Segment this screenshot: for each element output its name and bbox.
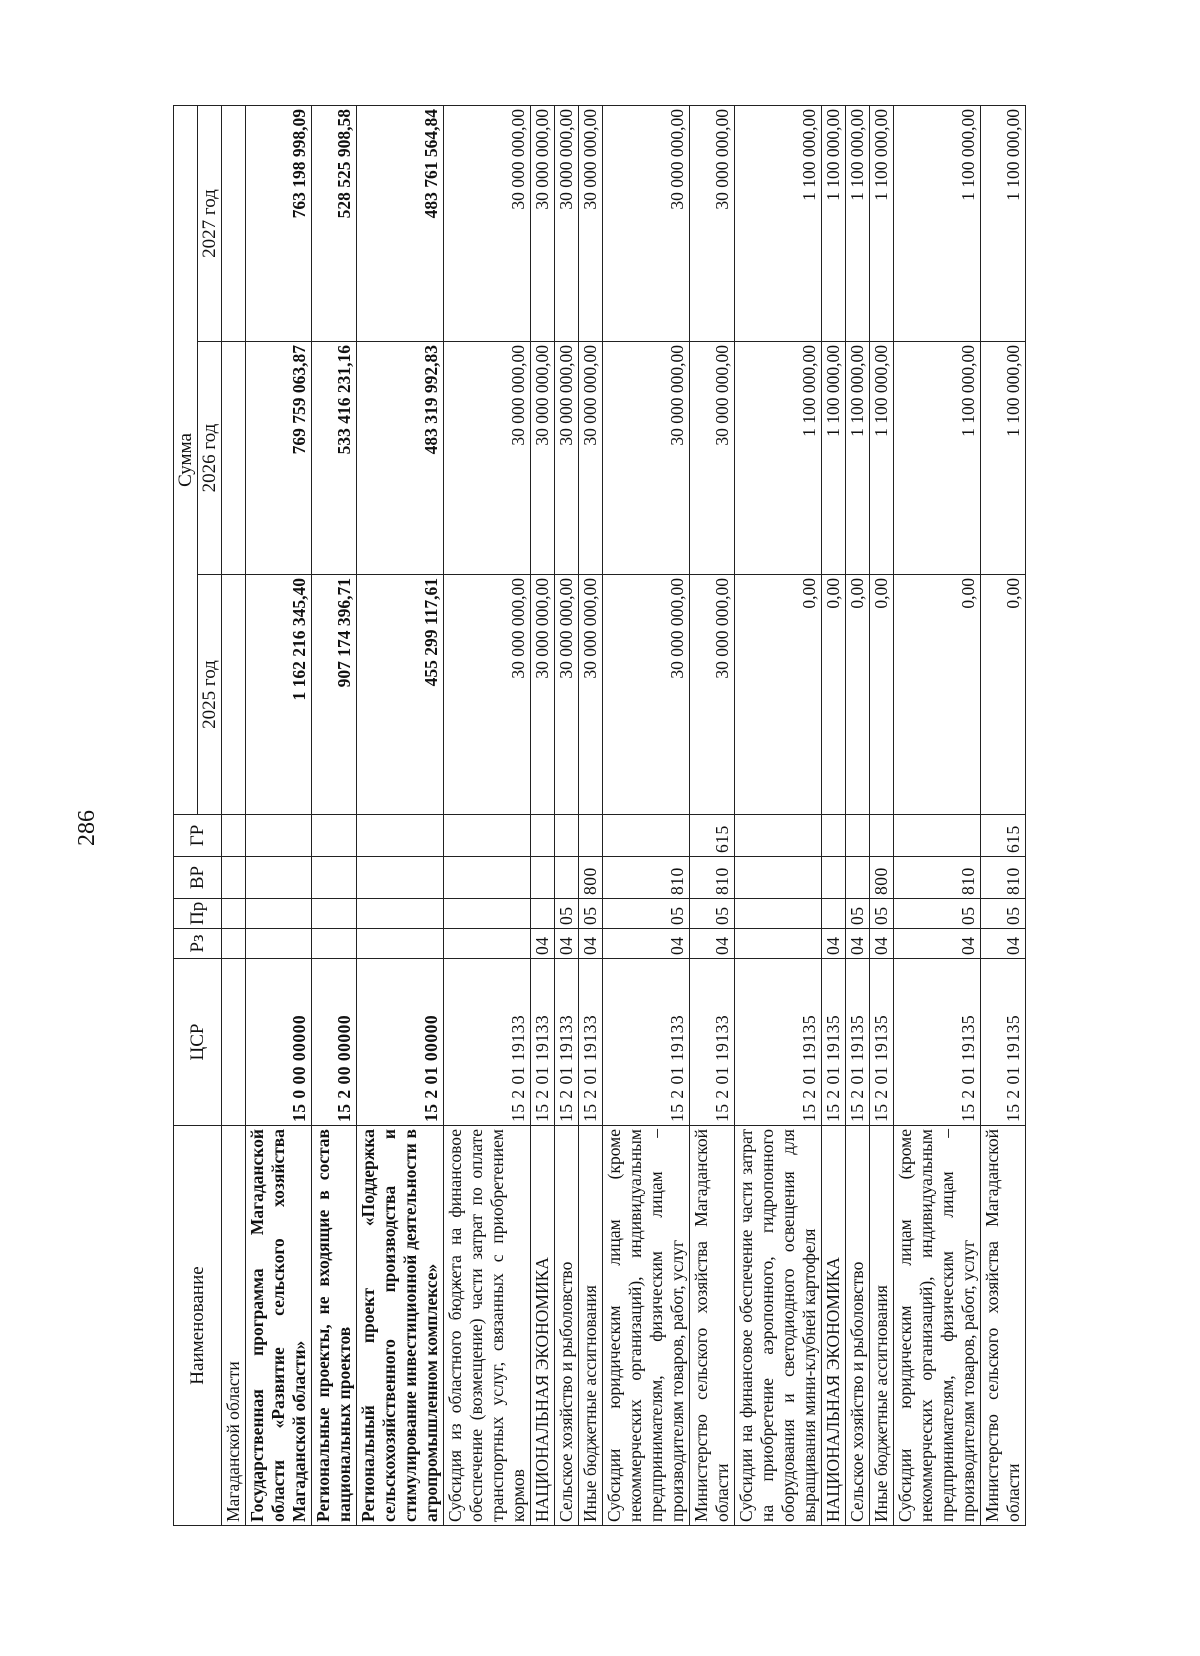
row-rz bbox=[444, 929, 531, 959]
row-sum-2025: 1 162 216 345,40 bbox=[246, 575, 312, 815]
header-gr: ГР bbox=[174, 815, 222, 857]
row-vr: 800 bbox=[579, 857, 603, 899]
row-sum-2026: 1 100 000,00 bbox=[735, 342, 822, 575]
table-row bbox=[870, 105, 894, 1525]
row-name: Региональные проекты, не входящие в состав национальных проектов bbox=[312, 1126, 357, 1526]
row-rz: 04 bbox=[981, 929, 1026, 959]
row-gr bbox=[870, 815, 894, 857]
table-row bbox=[246, 105, 312, 1525]
row-csr bbox=[222, 959, 246, 1126]
header-pr: Пр bbox=[174, 899, 222, 929]
row-name: Министерство сельского хозяйства Магаданской области bbox=[690, 1126, 735, 1526]
row-name: Субсидии юридическим лицам (кроме некоммерческих организаций), индивидуальным предпринимателям, физическим лицам – производителям товаров, работ, услуг bbox=[603, 1126, 690, 1526]
row-vr bbox=[312, 857, 357, 899]
row-name: Субсидии юридическим лицам (кроме некоммерческих организаций), индивидуальным предпринимателям, физическим лицам – производителям товаров, работ, услуг bbox=[894, 1126, 981, 1526]
header-sum: Сумма bbox=[174, 105, 198, 814]
row-sum-2027: 30 000 000,00 bbox=[603, 105, 690, 341]
row-name: Министерство сельского хозяйства Магаданской области bbox=[981, 1126, 1026, 1526]
row-name: Иные бюджетные ассигнования bbox=[870, 1126, 894, 1526]
row-sum-2026: 1 100 000,00 bbox=[870, 342, 894, 575]
row-sum-2026: 30 000 000,00 bbox=[555, 342, 579, 575]
table-row bbox=[690, 105, 735, 1525]
row-vr: 810 bbox=[690, 857, 735, 899]
row-pr: 05 bbox=[555, 899, 579, 929]
row-sum-2027: 30 000 000,00 bbox=[531, 105, 555, 341]
row-pr bbox=[312, 899, 357, 929]
row-csr: 15 2 01 19135 bbox=[846, 959, 870, 1126]
row-rz: 04 bbox=[555, 929, 579, 959]
row-pr: 05 bbox=[981, 899, 1026, 929]
row-csr: 15 2 01 19133 bbox=[690, 959, 735, 1126]
row-name: Сельское хозяйство и рыболовство bbox=[555, 1126, 579, 1526]
row-name: Иные бюджетные ассигнования bbox=[579, 1126, 603, 1526]
header-rz: Рз bbox=[174, 929, 222, 959]
row-sum-2025 bbox=[222, 575, 246, 815]
row-vr: 810 bbox=[894, 857, 981, 899]
row-pr bbox=[246, 899, 312, 929]
row-vr: 810 bbox=[603, 857, 690, 899]
row-sum-2026: 1 100 000,00 bbox=[981, 342, 1026, 575]
row-pr: 05 bbox=[690, 899, 735, 929]
row-sum-2025: 0,00 bbox=[846, 575, 870, 815]
row-sum-2027: 1 100 000,00 bbox=[822, 105, 846, 341]
table-row bbox=[312, 105, 357, 1525]
row-rz: 04 bbox=[690, 929, 735, 959]
row-csr: 15 2 01 19135 bbox=[822, 959, 846, 1126]
row-name: Региональный проект «Поддержка сельскохозяйственного производства и стимулирование инвестиционной деятельности в агропромышленном комплексе» bbox=[357, 1126, 444, 1526]
row-rz bbox=[357, 929, 444, 959]
row-sum-2025: 0,00 bbox=[870, 575, 894, 815]
row-csr: 15 2 01 19133 bbox=[579, 959, 603, 1126]
table-row bbox=[555, 105, 579, 1525]
row-gr bbox=[312, 815, 357, 857]
row-vr bbox=[246, 857, 312, 899]
header-year-2025: 2025 год bbox=[198, 575, 222, 815]
row-pr: 05 bbox=[579, 899, 603, 929]
row-vr bbox=[735, 857, 822, 899]
row-sum-2025: 30 000 000,00 bbox=[690, 575, 735, 815]
row-pr bbox=[735, 899, 822, 929]
row-sum-2027: 1 100 000,00 bbox=[981, 105, 1026, 341]
row-vr bbox=[555, 857, 579, 899]
row-sum-2027: 1 100 000,00 bbox=[735, 105, 822, 341]
row-gr: 615 bbox=[981, 815, 1026, 857]
row-pr: 05 bbox=[846, 899, 870, 929]
row-csr: 15 0 00 00000 bbox=[246, 959, 312, 1126]
row-rz: 04 bbox=[531, 929, 555, 959]
row-gr bbox=[246, 815, 312, 857]
page-number: 286 bbox=[74, 810, 100, 846]
row-gr bbox=[846, 815, 870, 857]
table-header bbox=[174, 105, 222, 1525]
table-row bbox=[981, 105, 1026, 1525]
row-sum-2025: 0,00 bbox=[822, 575, 846, 815]
row-csr: 15 2 01 19133 bbox=[531, 959, 555, 1126]
row-rz: 04 bbox=[603, 929, 690, 959]
row-rz: 04 bbox=[846, 929, 870, 959]
row-sum-2026: 1 100 000,00 bbox=[894, 342, 981, 575]
row-gr bbox=[531, 815, 555, 857]
row-vr: 810 bbox=[981, 857, 1026, 899]
row-gr bbox=[603, 815, 690, 857]
row-sum-2027: 1 100 000,00 bbox=[870, 105, 894, 341]
row-name: Государственная программа Магаданской области «Развитие сельского хозяйства Магаданской области» bbox=[246, 1126, 312, 1526]
row-sum-2026: 533 416 231,16 bbox=[312, 342, 357, 575]
row-sum-2026: 30 000 000,00 bbox=[603, 342, 690, 575]
row-gr bbox=[735, 815, 822, 857]
row-gr bbox=[894, 815, 981, 857]
budget-table bbox=[173, 105, 1026, 1526]
row-pr bbox=[444, 899, 531, 929]
row-csr: 15 2 01 19133 bbox=[603, 959, 690, 1126]
row-vr bbox=[222, 857, 246, 899]
row-name: Субсидии на финансовое обеспечение части затрат на приобретение аэропонного, гидропонного оборудования и светодиодного освещения для выращивания мини-клубней картофеля bbox=[735, 1126, 822, 1526]
table-row bbox=[846, 105, 870, 1525]
row-sum-2027: 483 761 564,84 bbox=[357, 105, 444, 341]
table-row bbox=[531, 105, 555, 1525]
row-rz bbox=[222, 929, 246, 959]
row-pr bbox=[357, 899, 444, 929]
row-rz: 04 bbox=[579, 929, 603, 959]
row-csr: 15 2 01 19133 bbox=[555, 959, 579, 1126]
table-row bbox=[822, 105, 846, 1525]
row-csr: 15 2 01 19135 bbox=[870, 959, 894, 1126]
row-gr bbox=[579, 815, 603, 857]
row-csr: 15 2 01 19133 bbox=[444, 959, 531, 1126]
row-vr bbox=[846, 857, 870, 899]
row-sum-2027: 528 525 908,58 bbox=[312, 105, 357, 341]
row-sum-2026: 30 000 000,00 bbox=[579, 342, 603, 575]
row-name: Сельское хозяйство и рыболовство bbox=[846, 1126, 870, 1526]
row-csr: 15 2 01 00000 bbox=[357, 959, 444, 1126]
row-sum-2025: 455 299 117,61 bbox=[357, 575, 444, 815]
row-sum-2027: 30 000 000,00 bbox=[579, 105, 603, 341]
row-sum-2027: 30 000 000,00 bbox=[555, 105, 579, 341]
header-year-2026: 2026 год bbox=[198, 342, 222, 575]
row-sum-2025: 30 000 000,00 bbox=[579, 575, 603, 815]
row-name: Субсидия из областного бюджета на финансовое обеспечение (возмещение) части затрат по оплате транспортных услуг, связанных с приобретением кормов bbox=[444, 1126, 531, 1526]
row-gr: 615 bbox=[690, 815, 735, 857]
row-sum-2026: 30 000 000,00 bbox=[531, 342, 555, 575]
header-year-2027: 2027 год bbox=[198, 105, 222, 341]
table-row bbox=[222, 105, 246, 1525]
header-csr: ЦСР bbox=[174, 959, 222, 1126]
table-row bbox=[735, 105, 822, 1525]
table-row bbox=[444, 105, 531, 1525]
rotated-page-content bbox=[173, 106, 1073, 1526]
row-sum-2025: 0,00 bbox=[735, 575, 822, 815]
table-row bbox=[603, 105, 690, 1525]
row-name: Магаданской области bbox=[222, 1126, 246, 1526]
row-sum-2027: 763 198 998,09 bbox=[246, 105, 312, 341]
row-pr: 05 bbox=[870, 899, 894, 929]
row-pr bbox=[822, 899, 846, 929]
row-sum-2026 bbox=[222, 342, 246, 575]
row-vr bbox=[444, 857, 531, 899]
row-csr: 15 2 01 19135 bbox=[735, 959, 822, 1126]
row-sum-2026: 769 759 063,87 bbox=[246, 342, 312, 575]
table-row bbox=[894, 105, 981, 1525]
row-sum-2026: 1 100 000,00 bbox=[846, 342, 870, 575]
row-sum-2027: 30 000 000,00 bbox=[444, 105, 531, 341]
row-sum-2027: 1 100 000,00 bbox=[894, 105, 981, 341]
row-sum-2026: 483 319 992,83 bbox=[357, 342, 444, 575]
row-name: НАЦИОНАЛЬНАЯ ЭКОНОМИКА bbox=[822, 1126, 846, 1526]
row-sum-2025: 30 000 000,00 bbox=[555, 575, 579, 815]
row-csr: 15 2 00 00000 bbox=[312, 959, 357, 1126]
row-sum-2027: 30 000 000,00 bbox=[690, 105, 735, 341]
row-sum-2025: 0,00 bbox=[981, 575, 1026, 815]
row-sum-2025: 30 000 000,00 bbox=[603, 575, 690, 815]
row-rz: 04 bbox=[870, 929, 894, 959]
row-rz bbox=[312, 929, 357, 959]
row-pr: 05 bbox=[603, 899, 690, 929]
row-sum-2025: 30 000 000,00 bbox=[531, 575, 555, 815]
row-csr: 15 2 01 19135 bbox=[981, 959, 1026, 1126]
row-pr: 05 bbox=[894, 899, 981, 929]
row-sum-2027 bbox=[222, 105, 246, 341]
row-gr bbox=[444, 815, 531, 857]
row-gr bbox=[357, 815, 444, 857]
row-gr bbox=[555, 815, 579, 857]
row-sum-2025: 30 000 000,00 bbox=[444, 575, 531, 815]
row-sum-2027: 1 100 000,00 bbox=[846, 105, 870, 341]
row-vr bbox=[357, 857, 444, 899]
row-pr bbox=[531, 899, 555, 929]
row-csr: 15 2 01 19135 bbox=[894, 959, 981, 1126]
row-gr bbox=[222, 815, 246, 857]
row-name: НАЦИОНАЛЬНАЯ ЭКОНОМИКА bbox=[531, 1126, 555, 1526]
row-rz bbox=[735, 929, 822, 959]
row-sum-2026: 30 000 000,00 bbox=[690, 342, 735, 575]
row-vr bbox=[822, 857, 846, 899]
row-vr bbox=[531, 857, 555, 899]
row-rz bbox=[246, 929, 312, 959]
row-sum-2026: 30 000 000,00 bbox=[444, 342, 531, 575]
row-rz: 04 bbox=[822, 929, 846, 959]
header-name: Наименование bbox=[174, 1126, 222, 1526]
header-vr: ВР bbox=[174, 857, 222, 899]
table-row bbox=[579, 105, 603, 1525]
table-row bbox=[357, 105, 444, 1525]
table-body bbox=[222, 105, 1026, 1525]
row-sum-2026: 1 100 000,00 bbox=[822, 342, 846, 575]
row-vr: 800 bbox=[870, 857, 894, 899]
row-gr bbox=[822, 815, 846, 857]
row-pr bbox=[222, 899, 246, 929]
row-sum-2025: 0,00 bbox=[894, 575, 981, 815]
row-sum-2025: 907 174 396,71 bbox=[312, 575, 357, 815]
row-rz: 04 bbox=[894, 929, 981, 959]
